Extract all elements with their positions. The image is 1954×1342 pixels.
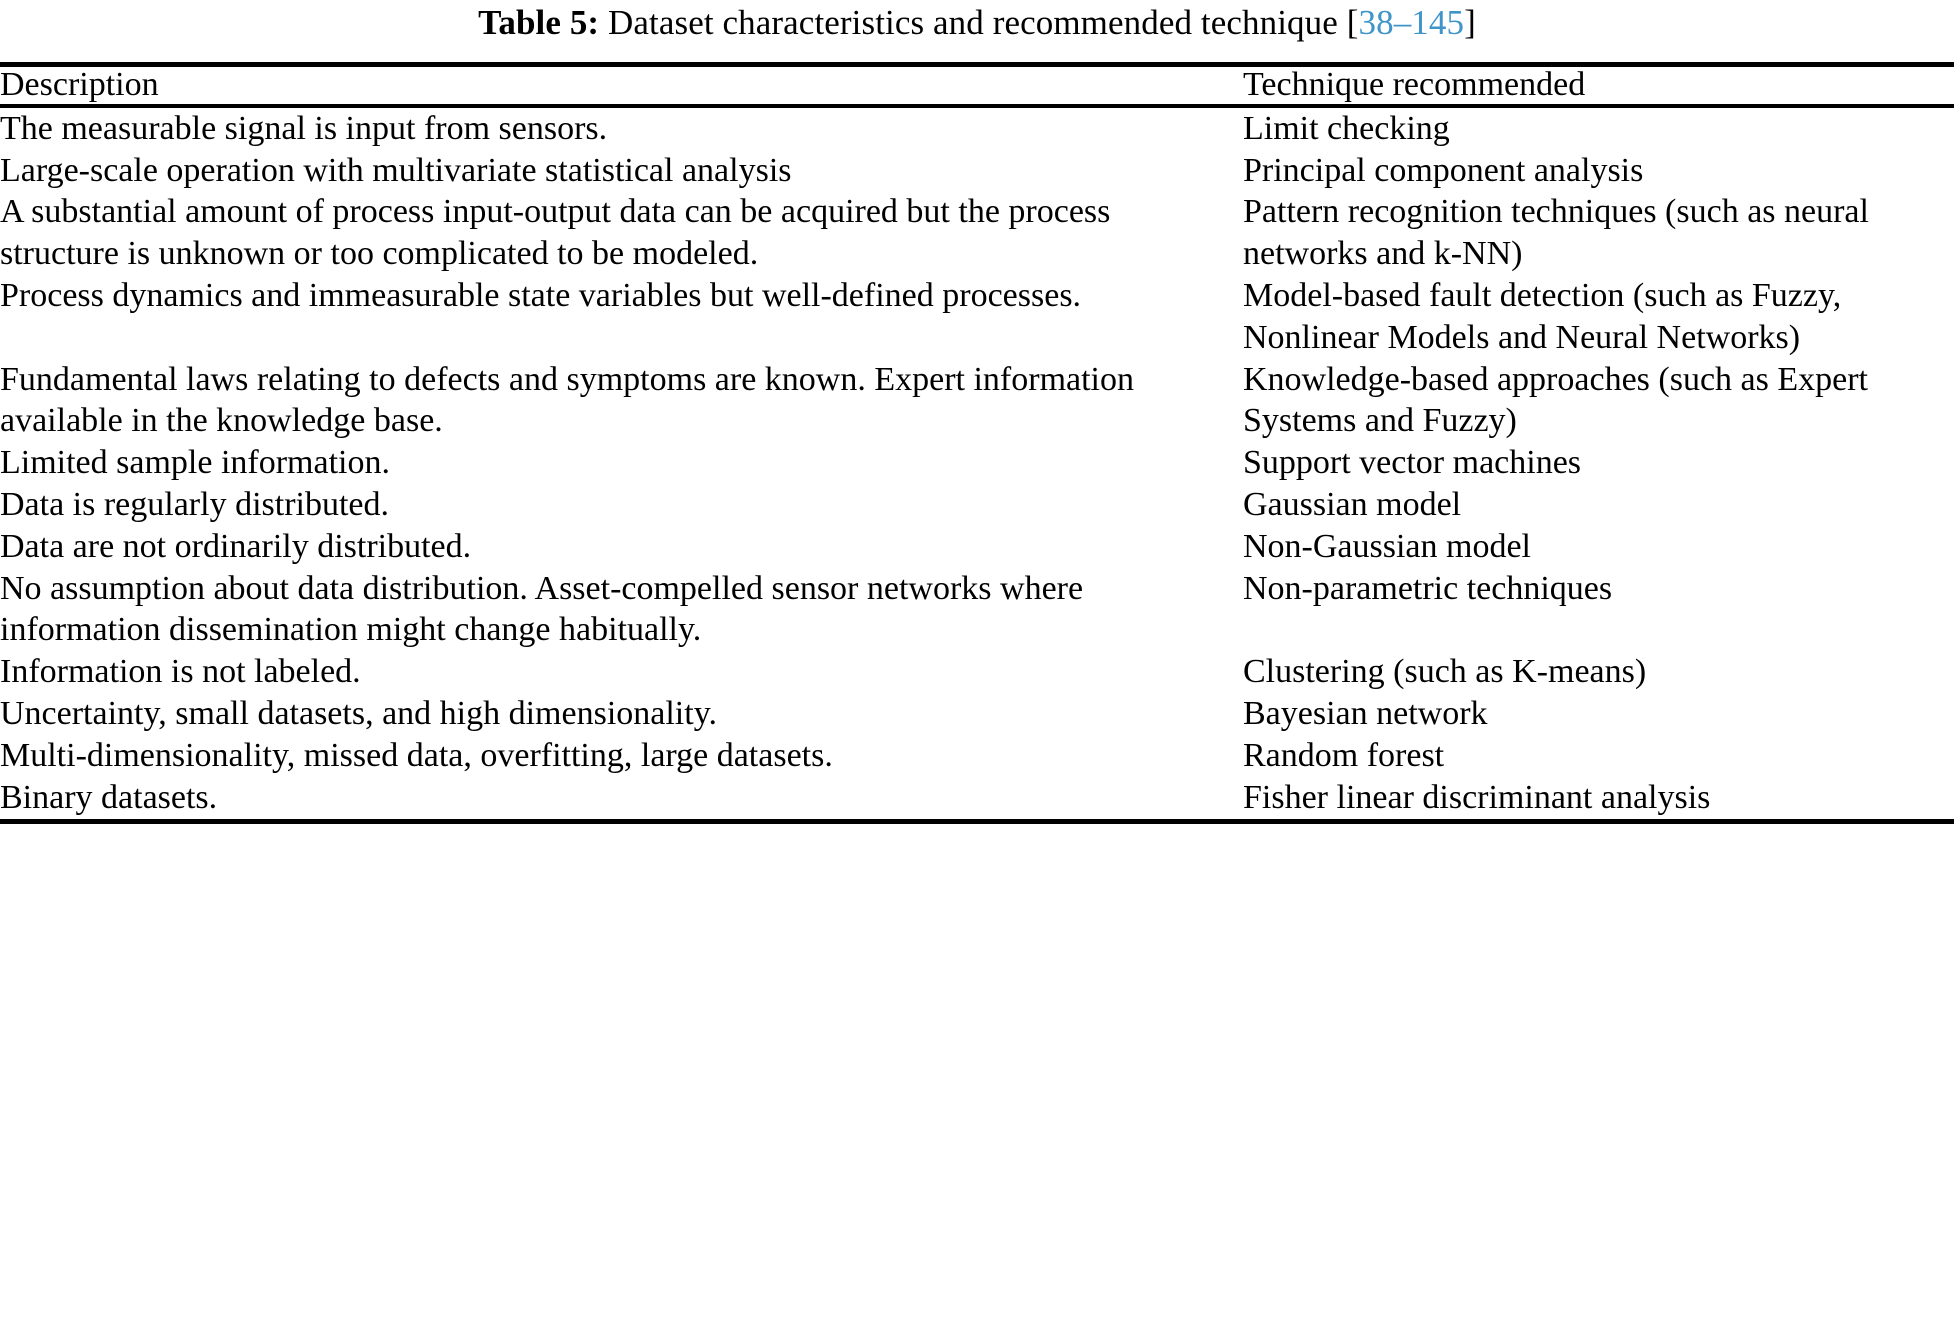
table-header-row (0, 67, 1954, 104)
table-row (0, 275, 1954, 359)
table-row (0, 526, 1954, 568)
cell-description: Fundamental laws relating to defects and symptoms are known. Expert information available in the knowledge base. (0, 360, 1135, 440)
table-row (0, 108, 1954, 150)
table-row (0, 651, 1954, 693)
cell-description: Process dynamics and immeasurable state variables but well-defined processes. (0, 276, 1082, 314)
cell-technique: Support vector machines (1243, 444, 1582, 482)
cell-description: Uncertainty, small datasets, and high dimensionality. (0, 695, 717, 733)
cell-technique: Pattern recognition techniques (such as neural networks and k-NN) (1243, 193, 1869, 273)
table-row (0, 150, 1954, 192)
dataset-characteristics-table (0, 67, 1954, 819)
cell-description: Data is regularly distributed. (0, 486, 390, 524)
cell-technique: Non-parametric techniques (1243, 569, 1613, 607)
cell-technique: Principal component analysis (1243, 151, 1644, 189)
table-caption-bracket-close: ] (1464, 3, 1476, 42)
table-body (0, 108, 1954, 819)
cell-technique: Knowledge-based approaches (such as Expert Systems and Fuzzy) (1243, 360, 1868, 440)
table-caption-text: Dataset characteristics and recommended technique [ (608, 3, 1359, 42)
cell-description: Binary datasets. (0, 778, 218, 816)
cell-technique: Limit checking (1243, 109, 1450, 147)
cell-description: Data are not ordinarily distributed. (0, 527, 472, 565)
cell-technique: Gaussian model (1243, 486, 1462, 524)
cell-description: A substantial amount of process input-output data can be acquired but the process structure is unknown or too complicated to be modeled. (0, 193, 1111, 273)
column-header-technique: Technique recommended (1243, 66, 1586, 103)
table-row (0, 568, 1954, 652)
table-caption-label: Table 5: (478, 3, 600, 42)
cell-description: Large-scale operation with multivariate statistical analysis (0, 151, 792, 189)
cell-technique: Clustering (such as K-means) (1243, 653, 1647, 691)
cell-description: The measurable signal is input from sensors. (0, 109, 608, 147)
cell-description: Limited sample information. (0, 444, 390, 482)
cell-technique: Model-based fault detection (such as Fuzzy, Nonlinear Models and Neural Networks) (1243, 276, 1842, 356)
table-row (0, 693, 1954, 735)
table-caption (0, 0, 1954, 40)
table-bottom-rule (0, 819, 1954, 824)
table-row (0, 777, 1954, 819)
column-header-description: Description (0, 66, 159, 103)
cell-description: Multi-dimensionality, missed data, overfitting, large datasets. (0, 736, 833, 774)
table-row (0, 735, 1954, 777)
citation-link[interactable]: 38–145 (1358, 3, 1465, 42)
cell-technique: Random forest (1243, 736, 1445, 774)
cell-technique: Non-Gaussian model (1243, 527, 1532, 565)
cell-technique: Fisher linear discriminant analysis (1243, 778, 1711, 816)
cell-description: No assumption about data distribution. Asset-compelled sensor networks where information dissemination might change habitually. (0, 569, 1084, 649)
table-row (0, 191, 1954, 275)
table-row (0, 442, 1954, 484)
table-row (0, 484, 1954, 526)
cell-description: Information is not labeled. (0, 653, 361, 691)
cell-technique: Bayesian network (1243, 695, 1488, 733)
table-row (0, 359, 1954, 443)
